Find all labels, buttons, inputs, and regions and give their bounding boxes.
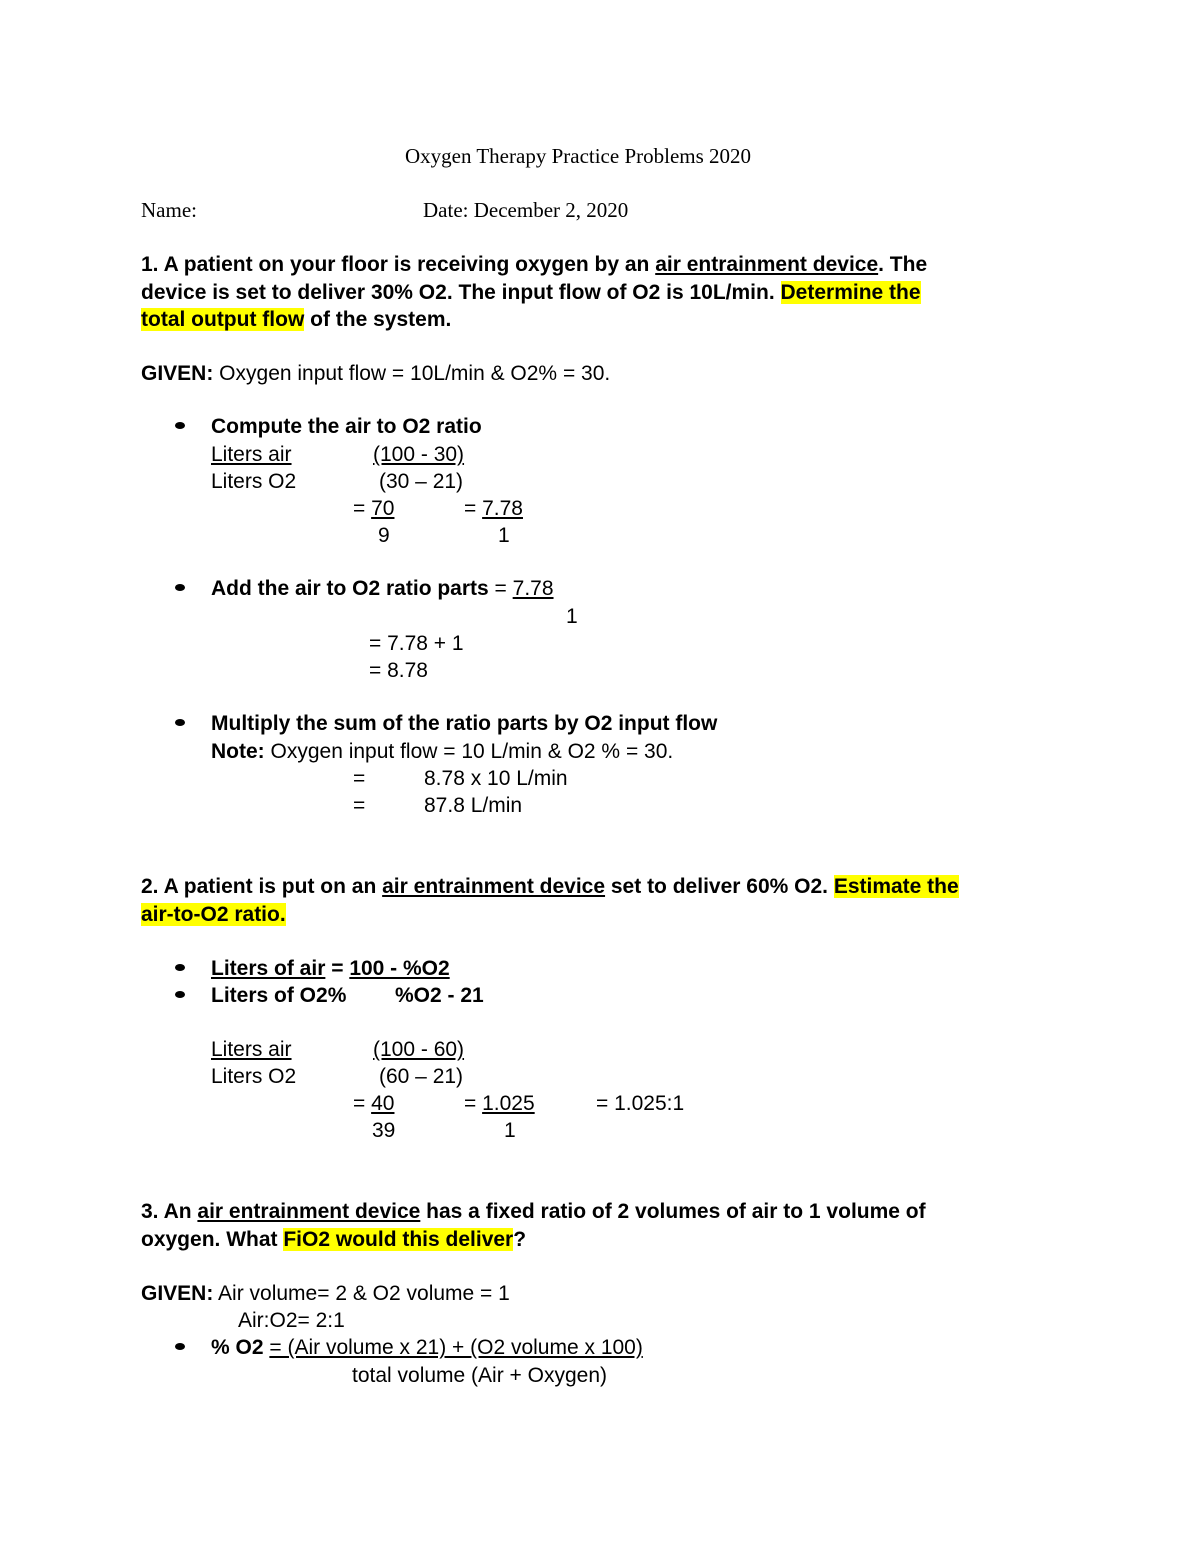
bullet-icon (175, 584, 185, 591)
q1-liters-o2-value: (30 – 21) (379, 470, 464, 493)
q1-line1-text-b: . The (878, 253, 928, 276)
q1-given (141, 363, 610, 384)
q2-liters-o2-value: (60 – 21) (379, 1065, 464, 1088)
q1-step2-sum: = 7.78 + 1 (369, 632, 464, 655)
bullet-icon (175, 422, 185, 429)
q1-task-highlight-a: Determine the (780, 281, 921, 304)
q1-step3-heading: Multiply the sum of the ratio parts by O2 input flow (211, 712, 718, 735)
q1-note-text: Oxygen input flow = 10 L/min & O2 % = 30. (264, 740, 674, 763)
q3-prompt-line-1 (141, 1201, 926, 1222)
q1-step3-eq2-sign: = (353, 794, 366, 817)
q2-bullet-2-formula: %O2 - 21 (395, 984, 484, 1007)
q1-fraction-1-denominator: 9 (378, 524, 390, 547)
q1-liters-o2-label: Liters O2 (211, 470, 297, 493)
q2-fraction-1-denominator: 39 (372, 1119, 396, 1142)
q2-task-highlight-b: air-to-O2 ratio. (141, 903, 286, 926)
q1-liters-air-value: (100 - 30) (373, 443, 465, 466)
q3-ratio: Air:O2= 2:1 (238, 1309, 345, 1332)
bullet-icon (175, 991, 185, 998)
bullet-icon (175, 964, 185, 971)
q1-fraction-2 (464, 498, 523, 519)
q2-line1-text-a: 2. A patient is put on an (141, 875, 383, 898)
q3-percent-o2-label: % O2 (211, 1336, 264, 1359)
q1-line2-text: device is set to deliver 30% O2. The input flow of O2 is 10L/min. (141, 281, 781, 304)
q3-task-highlight: FiO2 would this deliver (283, 1228, 514, 1251)
q1-step3-eq1-sign: = (353, 767, 366, 790)
q3-given (141, 1283, 510, 1304)
q2-prompt-line-1 (141, 876, 959, 897)
q1-step2-heading: Add the air to O2 ratio parts (211, 577, 489, 600)
q1-step3-eq1-value: 8.78 x 10 L/min (424, 767, 568, 790)
q1-step3-eq2-value: 87.8 L/min (424, 794, 523, 817)
q1-step1-heading: Compute the air to O2 ratio (211, 415, 482, 438)
name-label: Name: (141, 198, 197, 222)
q2-fraction-2-numerator: 1.025 (482, 1092, 535, 1115)
q2-fraction-2 (464, 1093, 535, 1114)
q2-air-formula: 100 - %O2 (349, 957, 450, 980)
bullet-icon (175, 1343, 185, 1350)
q2-liters-o2-label: Liters O2 (211, 1065, 297, 1088)
q1-device-term: air entrainment device (655, 253, 879, 276)
q1-step2-denominator: 1 (566, 605, 578, 628)
q2-fraction-2-denominator: 1 (504, 1119, 516, 1142)
q1-line1-text-a: 1. A patient on your floor is receiving oxygen by an (141, 253, 656, 276)
q1-fraction-2-numerator: 7.78 (482, 497, 523, 520)
q3-line2-text-b: ? (513, 1228, 527, 1251)
q2-line1-text-b: set to deliver 60% O2. (605, 875, 834, 898)
q3-prompt-line-2 (141, 1229, 526, 1250)
q1-fraction-1-numerator: 70 (371, 497, 395, 520)
q3-formula-denominator: total volume (Air + Oxygen) (352, 1364, 608, 1387)
q2-fraction-1-numerator: 40 (371, 1092, 395, 1115)
q1-given-label: GIVEN: (141, 362, 214, 385)
q2-bullet-1 (211, 958, 450, 979)
q3-device-term: air entrainment device (197, 1200, 421, 1223)
q1-prompt-line-2 (141, 282, 921, 303)
q1-step2-prefix: = (488, 577, 513, 600)
q1-line3-text: of the system. (304, 308, 452, 331)
q1-step2-line (211, 578, 554, 599)
q3-line1-text-b: has a fixed ratio of 2 volumes of air to 1 volume of (420, 1200, 926, 1223)
q2-fraction-2-prefix: = (464, 1092, 483, 1115)
q1-fraction-2-prefix: = (464, 497, 483, 520)
q1-given-text: Oxygen input flow = 10L/min & O2% = 30. (213, 362, 611, 385)
q2-fraction-1-prefix: = (353, 1092, 372, 1115)
q3-formula-line (211, 1337, 643, 1358)
q3-line1-text-a: 3. An (141, 1200, 198, 1223)
q3-given-label: GIVEN: (141, 1282, 214, 1305)
q1-fraction-1-prefix: = (353, 497, 372, 520)
q1-liters-air-label: Liters air (211, 443, 292, 466)
q1-step2-result: = 8.78 (369, 659, 428, 682)
q1-note-label: Note: (211, 740, 265, 763)
q1-prompt-line-3 (141, 309, 451, 330)
q2-device-term: air entrainment device (382, 875, 606, 898)
q2-prompt-line-2 (141, 904, 286, 925)
q2-ratio-result: = 1.025:1 (596, 1092, 685, 1115)
q2-liters-air-value: (100 - 60) (373, 1038, 465, 1061)
page-title: Oxygen Therapy Practice Problems 2020 (405, 144, 752, 168)
q2-liters-of-air: Liters of air (211, 957, 326, 980)
q1-step2-numerator: 7.78 (512, 577, 554, 600)
q2-bullet-2-label: Liters of O2% (211, 984, 347, 1007)
bullet-icon (175, 719, 185, 726)
q1-fraction-2-denominator: 1 (498, 524, 510, 547)
date-label: Date: December 2, 2020 (423, 198, 629, 222)
q3-line2-text-a: oxygen. What (141, 1228, 284, 1251)
q1-prompt-line-1 (141, 254, 927, 275)
q2-fraction-1 (353, 1093, 394, 1114)
q1-fraction-1 (353, 498, 394, 519)
q3-formula-numerator: = (Air volume x 21) + (O2 volume x 100) (269, 1336, 643, 1359)
q2-liters-air-label: Liters air (211, 1038, 292, 1061)
q1-task-highlight-b: total output flow (141, 308, 305, 331)
q2-task-highlight-a: Estimate the (833, 875, 959, 898)
q1-step3-note (211, 741, 673, 762)
q2-equals: = (325, 957, 350, 980)
q3-given-text: Air volume= 2 & O2 volume = 1 (213, 1282, 510, 1305)
